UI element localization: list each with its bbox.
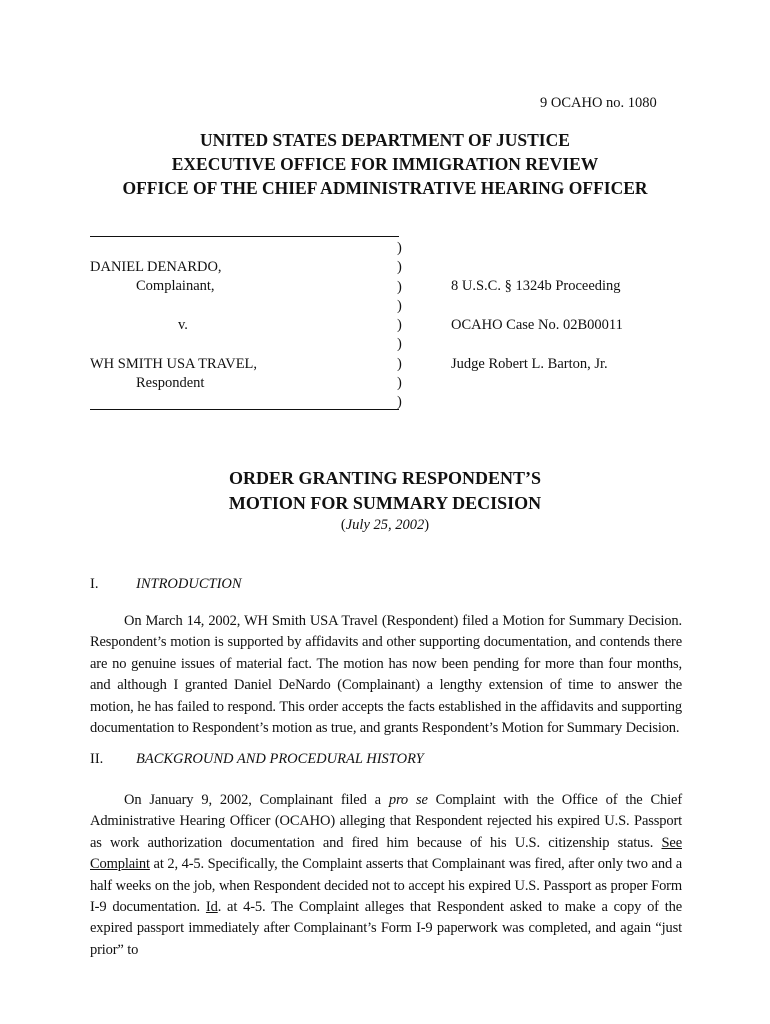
document-number: 9 OCAHO no. 1080 <box>540 95 657 111</box>
complainant-name: DANIEL DENARDO, <box>90 259 222 275</box>
agency-line-1: UNITED STATES DEPARTMENT OF JUSTICE <box>200 130 570 150</box>
order-date: (July 25, 2002) <box>340 517 430 533</box>
caption-bottom-rule <box>90 409 399 410</box>
section-number: II. <box>90 751 104 767</box>
paren: ) <box>397 394 402 411</box>
complainant-role: Complainant, <box>136 278 215 294</box>
respondent-name: WH SMITH USA TRAVEL, <box>90 356 258 372</box>
paren: ) <box>397 240 402 256</box>
paren: ) <box>397 355 402 372</box>
section-2-paragraph: On January 9, 2002, Complainant filed a pro se Complaint with the Office of the Chief Administrative Hearing Officer (OCAHO) alleging that Respondent rejected his expired U.S. Passport as work authorization documentation and fired him because of his U.S. citizenship status. See Complaint at 2, 4-5. Specifically, the Complaint asserts that Complainant was fired, after only two and a half weeks on the job, when Respondent decided not to accept his expired U.S. Passport as proper Form I-9 documentation. Id. at 4-5. The Complaint alleges that Respondent asked to make a copy of the expired passport immediately after Complainant’s Form I-9 paperwork was completed, and again “just prior” to <box>90 792 682 958</box>
agency-line-2: EXECUTIVE OFFICE FOR IMMIGRATION REVIEW <box>171 154 599 174</box>
section-number: I. <box>90 576 99 592</box>
section-1-heading <box>90 576 490 596</box>
case-number: OCAHO Case No. 02B00011 <box>451 317 623 333</box>
caption-top-rule <box>90 236 399 237</box>
order-title-line-2: MOTION FOR SUMMARY DECISION <box>228 493 542 513</box>
judge-name: Judge Robert L. Barton, Jr. <box>451 356 608 372</box>
paren: ) <box>397 259 402 276</box>
agency-line-3: OFFICE OF THE CHIEF ADMINISTRATIVE HEARING OFFICER <box>122 178 648 198</box>
paren: ) <box>397 278 402 295</box>
paren: ) <box>397 317 402 334</box>
proceeding-type: 8 U.S.C. § 1324b Proceeding <box>451 278 621 294</box>
versus: v. <box>178 317 188 333</box>
paren: ) <box>397 297 402 314</box>
respondent-role: Respondent <box>136 375 205 391</box>
caption-paren-column <box>397 239 407 413</box>
section-title: INTRODUCTION <box>136 576 242 592</box>
section-1-paragraph: On March 14, 2002, WH Smith USA Travel (Respondent) filed a Motion for Summary Decision. Respondent’s motion is supported by affidavits and other supporting documentation, and contends there are no genuine issues of material fact. The motion has now been pending for more than four months, and although I granted Daniel DeNardo (Complainant) a lengthy extension of time to answer the motion, he has failed to respond. This order accepts the facts established in the affidavits and supporting documentation to Respondent’s motion as true, and grants Respondent’s Motion for Summary Decision. <box>90 613 682 737</box>
paren: ) <box>397 375 402 392</box>
section-2-heading <box>90 751 590 771</box>
order-title-line-1: ORDER GRANTING RESPONDENT’S <box>228 468 542 488</box>
paren: ) <box>397 336 402 353</box>
section-title: BACKGROUND AND PROCEDURAL HISTORY <box>136 751 424 767</box>
